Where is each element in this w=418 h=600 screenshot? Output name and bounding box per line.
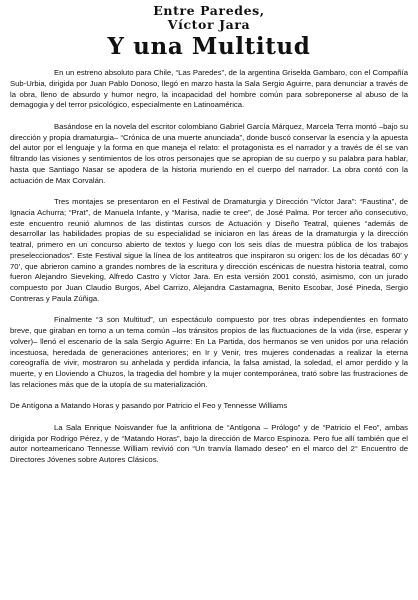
paragraph-5: La Sala Enrique Noisvander fue la anfitriona de “Antígona – Prólogo” y de “Patricio el Feo”, ambas dirigida por Rodrigo Pérez, y de “Matando Horas”, bajo la dirección de Marco Espinoza. Pero fue allí también que el autor norteamericano Tennesse William revivió con “Un tranvía llamado deseo” en el marco del 2° Encuentro de Directores Jóvenes sobre Autores Clásicos. — [10, 422, 408, 464]
kicker-line-2: Víctor Jara — [167, 17, 251, 32]
paragraph-1: En un estreno absoluto para Chile, “Las Paredes”, de la argentina Griselda Gambaro, con el Compañía Sub-Urbia, dirigida por Juan Pablo Donoso, llegó en marzo hasta la Sala Sergio Aguirre, para denunciar a través de la obra, lleno de absurdo y humor negro, la incapacidad del hombre común para sobreponerse al abuso de la demagogia y del terror psicológico, especialmente en Latinoamérica. — [10, 68, 408, 110]
paragraph-2: Basándose en la novela del escritor colombiano Gabriel García Márquez, Marcela Terra montó –bajo su dirección y propia dramaturgia– “Crónica de una muerte anunciada”, donde buscó conservar la esencia y la apuesta del autor por el lenguaje y la forma en que maneja el relato: el protagonista es el narrador y a través de él se van filtrando las visiones y sentimientos de los otros personajes que se apropian de su cuerpo y su palabra para hablar, hasta que Santiago Nasar se apodera de la historia muriendo en el cuerpo del narrador. La obra contó con la actuación de Max Corvalán. — [10, 121, 408, 185]
article-body — [10, 68, 408, 466]
paragraph-3: Tres montajes se presentaron en el Festival de Dramaturgia y Dirección “Víctor Jara”: “Faustina”, de Ignacia Achurra; “Prat”, de Manuela Infante, y “Marisa, nadie te cree”, de José Palma. Por tercer año consecutivo, este encuentro reunió alumnos de las distintas cursos de Actuación y Diseño Teatral, quienes “además de desarrollar las habilidades propias de su especialidad se iniciaron en las áreas de la dramaturgia y la dirección teatral, primero en un concurso abierto de textos y luego con los seis días de muestra pública de los trabajos preseleccionados”. Este Festival sigue la línea de los antiteatros que inspiraron su origen: los de los décadas 60’ y 70’, que abrieron camino a grandes nombres de la escritura y dirección escénicas de nuestra historia teatral, como fueron Alejandro Sieveking, Alfredo Castro y Víctor Jara. En esta versión 2001 constó, asimismo, con un jurado compuesto por Juan Claudio Burgos, Abel Carrizo, Alejandra Castamagna, Benito Escobar, José Pineda, Sergio Contreras y Paula Zúñiga. — [10, 197, 408, 303]
section-subheading: De Antígona a Matando Horas y pasando por Patricio el Feo y Tennesse Williams — [10, 401, 288, 411]
kicker-line-1: Entre Paredes, — [153, 3, 265, 18]
paragraph-4: Finalmente “3 son Multitud”, un espectáculo compuesto por tres obras independientes en formato breve, que giraban en torno a un tema común –los tránsitos propios de las fluctuaciones de la vida (irse, esperar y volver)– llenó el escenario de la sala Sergio Aguirre: En La Partida, dos hermanos se ven unidos por una relación incestuosa, heredada de generaciones anteriores; en Ir y Venir, tres mujeres condenadas a realizar la eterna coreografía de vivir, mostraron su anhelada y perdida infancia, la falsa amistad, la soledad, el amor perdido y la muerte, y en Lloviendo a Chuzos, la tragedia del hombre y la mujer contemporánea, trató sobre las frustraciones de las relaciones más que de la utopía de su materialización. — [10, 315, 408, 389]
headline-block — [10, 4, 408, 60]
article-title: Y una Multitud — [107, 33, 311, 60]
